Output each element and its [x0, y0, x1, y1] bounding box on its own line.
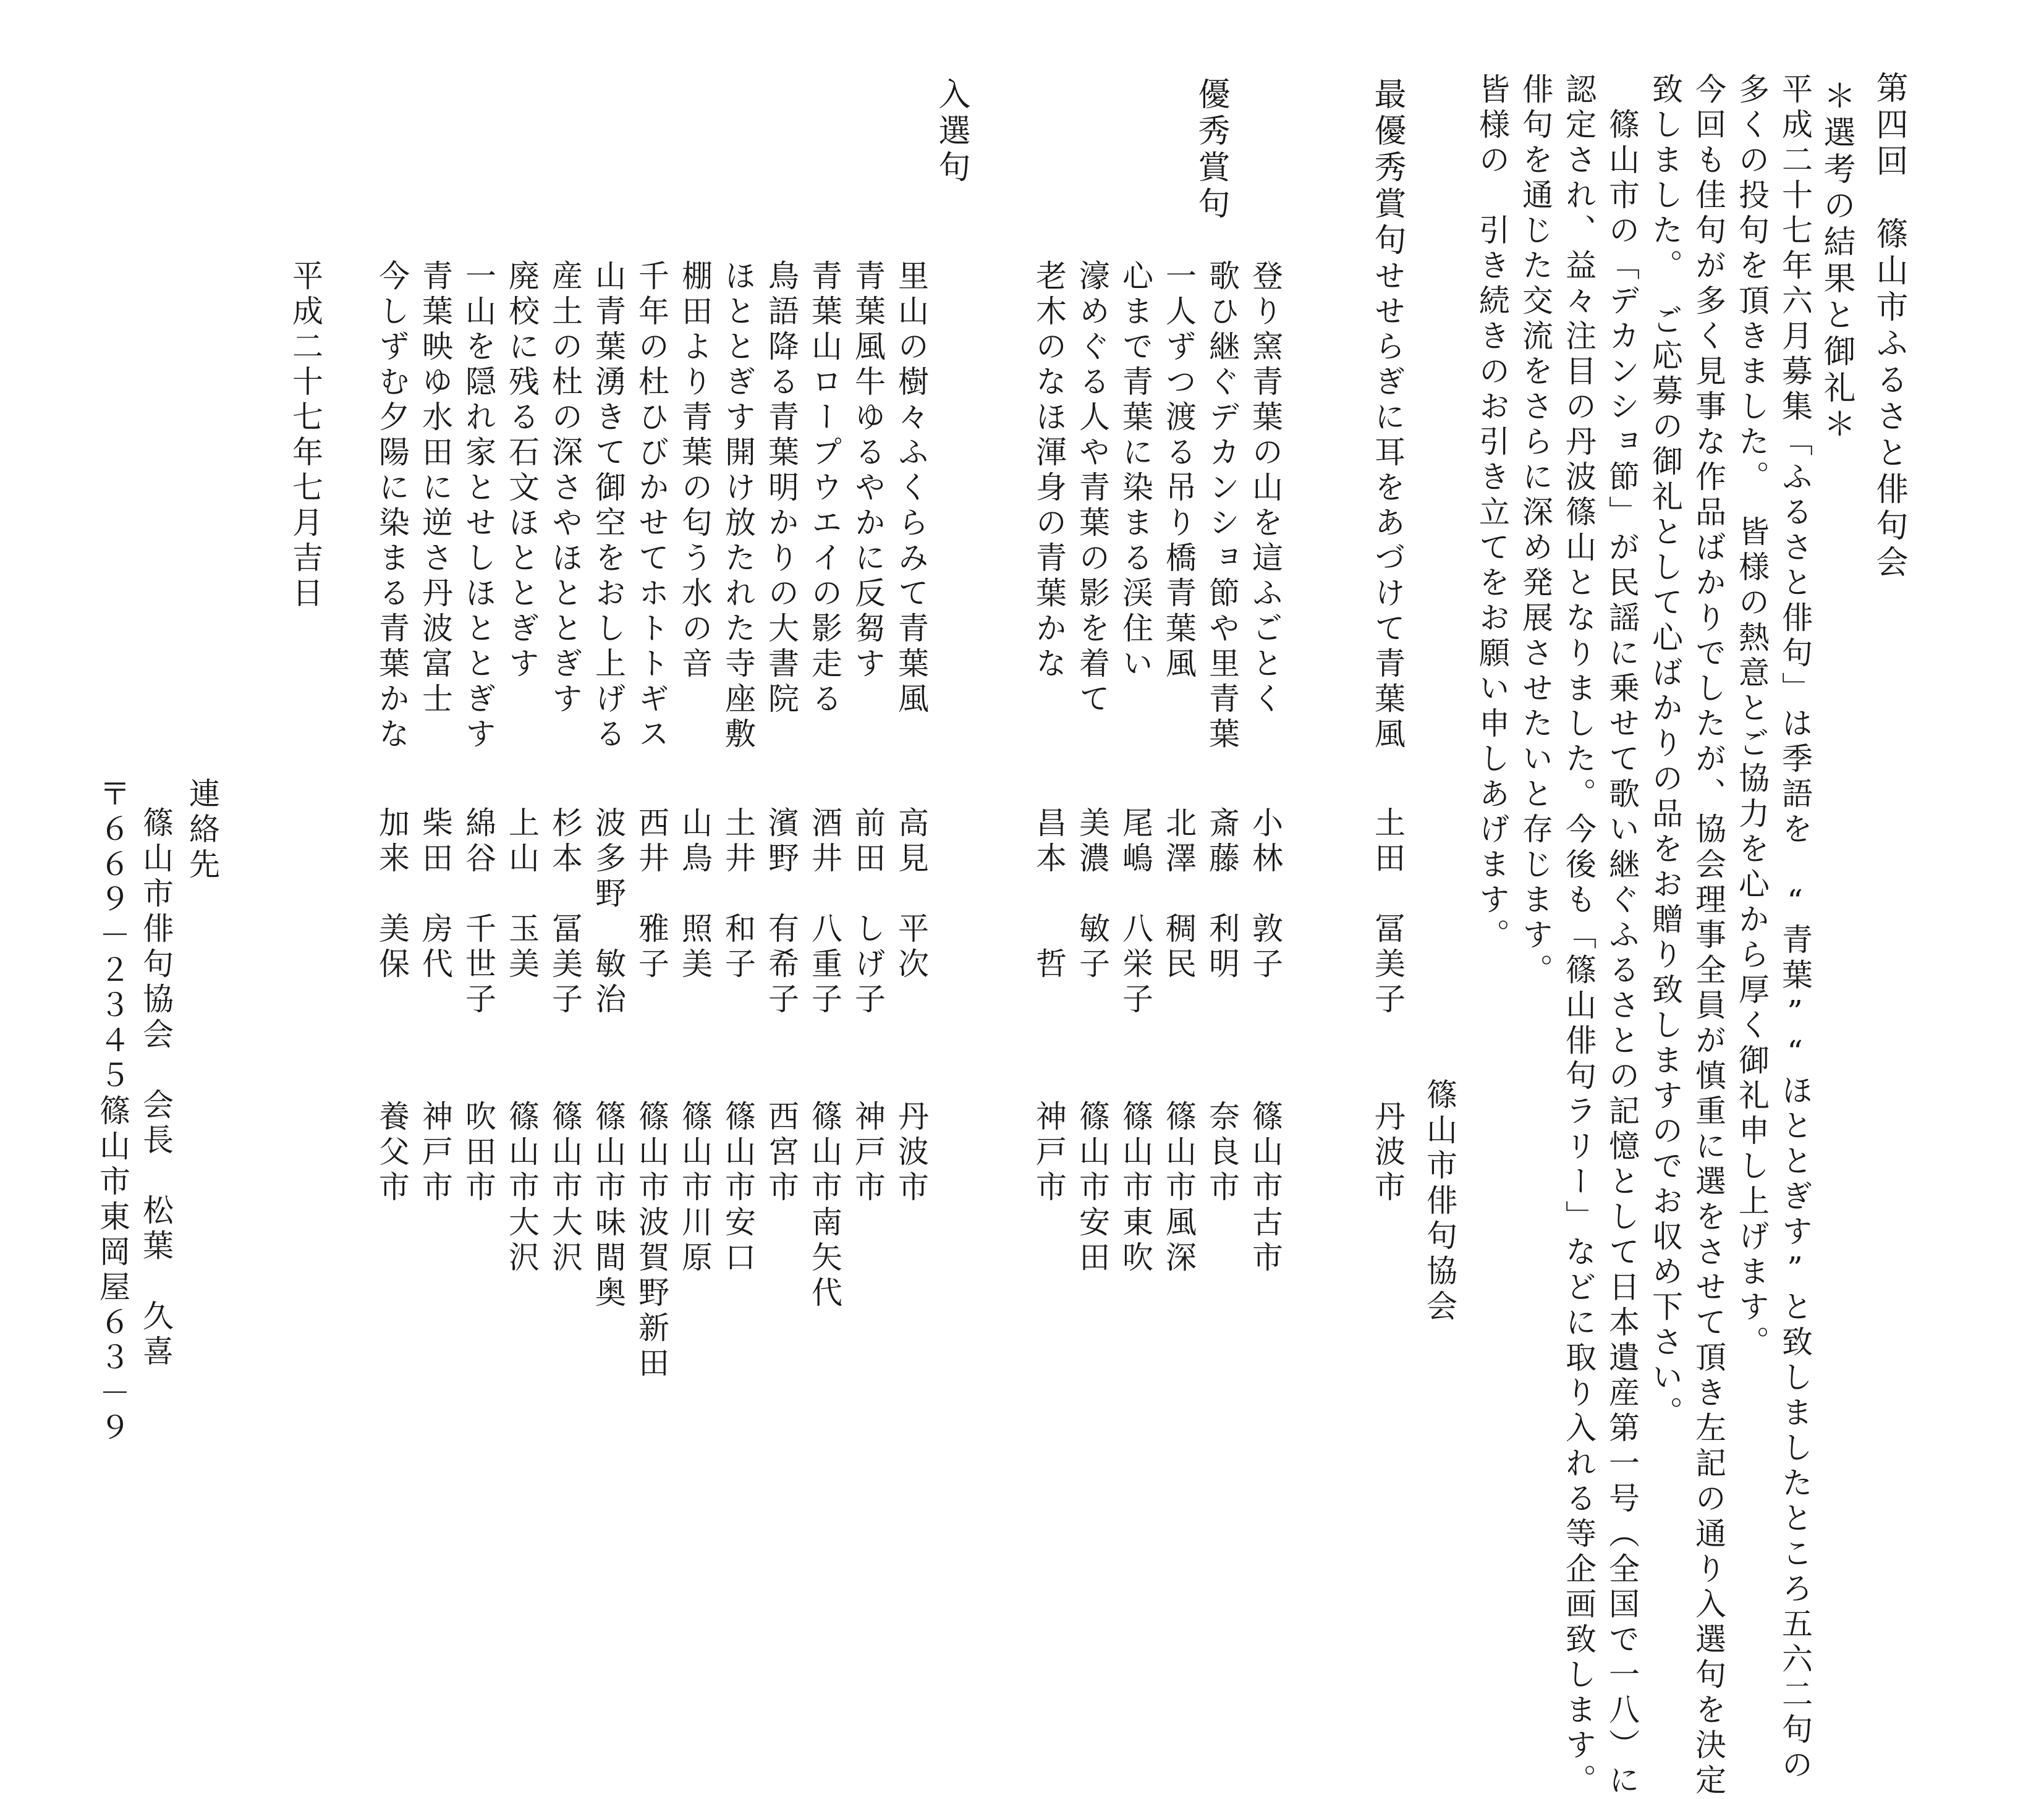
haiku-city: 神戸市 [417, 1100, 453, 1206]
haiku-author: 尾嶋 八栄子 [1117, 806, 1153, 1018]
intro-line: 今回も佳句が多く見事な作品ばかりでしたが、協会理事全員が慎重に選をさせて頂き左記の通り入選句を決定 [1690, 73, 1726, 1799]
haiku-text: 産土の杜の深さやほととぎす [547, 260, 583, 717]
section-heading: 優秀賞句 [1192, 77, 1229, 223]
section-heading: 最優秀賞句 [1368, 77, 1406, 260]
haiku-text: 鳥語降る青葉明かりの大書院 [763, 260, 799, 717]
haiku-city: 西宮市 [763, 1100, 799, 1206]
haiku-text: 山青葉湧きて御空をおし上げる [590, 260, 626, 753]
haiku-text: 千年の杜ひびかせてホトトギス [634, 260, 669, 753]
haiku-author: 美濃 敏子 [1074, 806, 1110, 983]
haiku-author: 前田 しげ子 [850, 806, 886, 1018]
contact-organization: 篠山市俳句協会 会長 松葉 久喜 [138, 806, 174, 1370]
haiku-text: 青葉風牛ゆるやかに反芻す [850, 260, 886, 682]
intro-line: 多くの投句を頂きました。 皆様の熱意とご協力を心から厚く御礼申し上げます。 [1734, 73, 1770, 1361]
issue-date: 平成二十七年七月吉日 [287, 260, 323, 612]
haiku-author: 酒井 八重子 [807, 806, 842, 1018]
haiku-text: 濠めぐる人や青葉の影を着て [1074, 260, 1110, 717]
haiku-author: 高見 平次 [893, 806, 929, 983]
haiku-text: せせらぎに耳をあづけて青葉風 [1370, 260, 1406, 753]
intro-line: 篠山市の「デカンショ節」が民謡に乗せて歌い継ぐふるさとの記憶として日本遺産第一号（全国で一八）に [1604, 73, 1640, 1799]
haiku-city: 神戸市 [1031, 1100, 1067, 1206]
haiku-city: 奈良市 [1204, 1100, 1240, 1206]
haiku-text: ほととぎす開け放たれた寺座敷 [720, 260, 756, 753]
haiku-city: 篠山市東吹 [1117, 1100, 1153, 1276]
haiku-city: 養父市 [374, 1100, 410, 1206]
intro-line: 致しました。 ご応募の御礼として心ばかりの品をお贈り致しますのでお収め下さい。 [1647, 73, 1683, 1431]
haiku-author: 昌本 哲 [1031, 806, 1067, 983]
document-title: 第四回 篠山市ふるさと俳句会 [1870, 71, 1907, 582]
haiku-text: 里山の樹々ふくらみて青葉風 [893, 260, 929, 717]
haiku-author: 山鳥 照美 [677, 806, 713, 983]
haiku-city: 篠山市大沢 [547, 1100, 583, 1276]
haiku-text: 登り窯青葉の山を這ふごとく [1247, 260, 1283, 717]
haiku-author: 濱野 有希子 [763, 806, 799, 1018]
haiku-text: 歌ひ継ぐデカンショ節や里青葉 [1204, 260, 1240, 753]
haiku-text: 青葉山ロープウエイの影走る [807, 260, 842, 717]
intro-line: 俳句を通じた交流をさらに深め発展させたいと存じます。 [1517, 73, 1553, 989]
intro-signature: 篠山市俳句協会 [1422, 1078, 1457, 1325]
haiku-author: 西井 雅子 [634, 806, 669, 983]
haiku-author: 土田 冨美子 [1370, 806, 1406, 1018]
haiku-city: 神戸市 [850, 1100, 886, 1206]
haiku-author: 北澤 稠民 [1161, 806, 1197, 983]
haiku-city: 丹波市 [893, 1100, 929, 1206]
haiku-author: 小林 敦子 [1247, 806, 1283, 983]
haiku-author: 上山 玉美 [504, 806, 540, 983]
haiku-text: 一山を隠れ家とせしほととぎす [460, 260, 496, 753]
haiku-text: 心まで青葉に染まる渓住い [1117, 260, 1153, 682]
haiku-city: 篠山市南矢代 [807, 1100, 842, 1311]
haiku-author: 柴田 房代 [417, 806, 453, 983]
haiku-author: 綿谷 千世子 [460, 806, 496, 1018]
intro-line: 認定され、益々注目の丹波篠山となりました。今後も「篠山俳句ラリー」などに取り入れる等企画致します。 [1561, 73, 1597, 1799]
haiku-text: 廃校に残る石文ほととぎす [504, 260, 540, 682]
haiku-text: 青葉映ゆ水田に逆さ丹波富士 [417, 260, 453, 717]
intro-line: 平成二十七年六月募集「ふるさと俳句」は季語を “青葉”“ほととぎす”と致しましたところ五六二句の [1777, 73, 1813, 1784]
haiku-author: 波多野 敏治 [590, 806, 626, 1018]
haiku-text: 一人ずつ渡る吊り橋青葉風 [1161, 260, 1197, 682]
haiku-city: 篠山市川原 [677, 1100, 713, 1276]
haiku-text: 老木のなほ渾身の青葉かな [1031, 260, 1067, 682]
haiku-city: 篠山市味間奥 [590, 1100, 626, 1311]
intro-line: 皆様の 引き続きのお引き立てをお願い申しあげます。 [1474, 73, 1510, 954]
contact-label: 連絡先 [184, 777, 220, 883]
haiku-city: 吹田市 [460, 1100, 496, 1206]
haiku-city: 篠山市安口 [720, 1100, 756, 1276]
haiku-city: 篠山市波賀野新田 [634, 1100, 669, 1382]
haiku-city: 丹波市 [1370, 1100, 1406, 1206]
haiku-city: 篠山市古市 [1247, 1100, 1283, 1276]
contact-address: 〒６６９－２３４５篠山市東岡屋６３－９ [95, 777, 130, 1447]
haiku-author: 斎藤 利明 [1204, 806, 1240, 983]
haiku-text: 今しずむ夕陽に染まる青葉かな [374, 260, 410, 753]
document-subtitle: ＊選考の結果と御礼＊ [1818, 79, 1855, 444]
haiku-author: 加来 美保 [374, 806, 410, 983]
haiku-city: 篠山市大沢 [504, 1100, 540, 1276]
haiku-city: 篠山市風深 [1161, 1100, 1197, 1276]
section-heading: 入選句 [933, 77, 970, 187]
haiku-author: 杉本 冨美子 [547, 806, 583, 1018]
haiku-city: 篠山市安田 [1074, 1100, 1110, 1276]
haiku-author: 土井 和子 [720, 806, 756, 983]
haiku-text: 棚田より青葉の匂う水の音 [677, 260, 713, 682]
